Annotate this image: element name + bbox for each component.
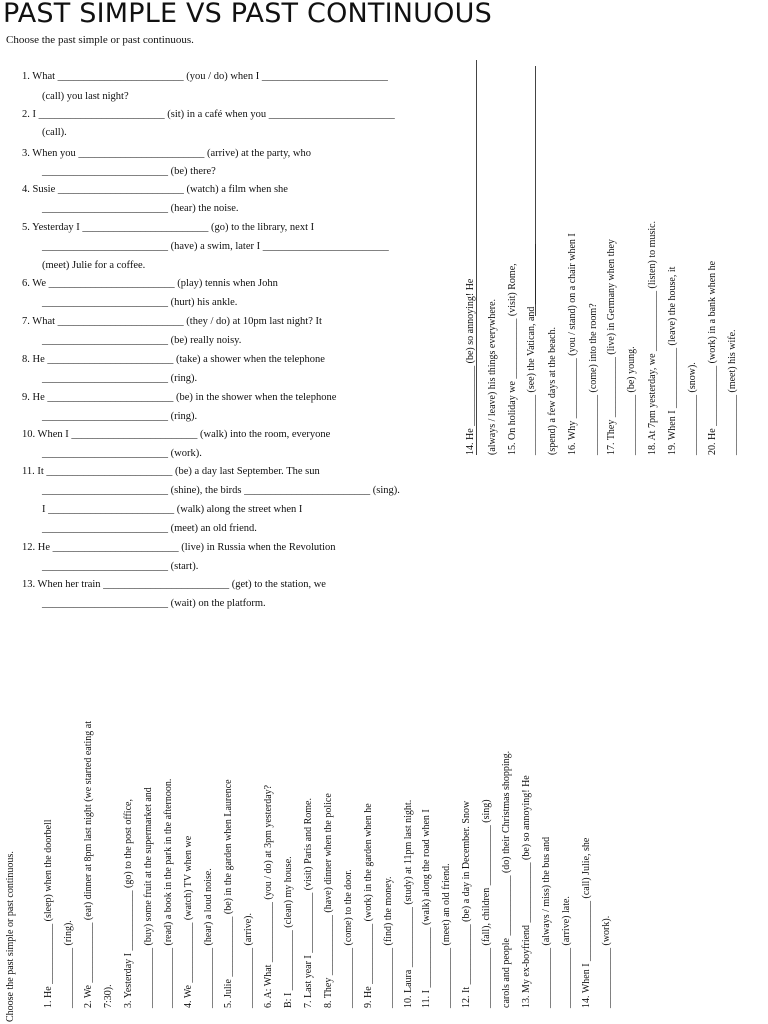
rotated-question-line: 16. Why ____________ (you / stand) on a chair when I <box>567 233 578 455</box>
rotated-question-line: B: I ____________ (clean) my house. <box>283 856 294 1008</box>
rotated-question-line: 7:30). <box>103 984 114 1008</box>
question-continuation: (call). <box>42 127 67 138</box>
rotated-question-line: ____________ (read) a book in the park in the afternoon. <box>163 778 174 1008</box>
question-continuation: ________________________ (have) a swim, later I ________________________ <box>42 241 389 252</box>
question-continuation: ________________________ (start). <box>42 561 199 572</box>
bottom-instruction: Choose the past simple or past continuous. <box>5 851 16 1022</box>
rotated-question-line: carols and people ____________ (do) their Christmas shopping. <box>501 750 512 1008</box>
rotated-question-line: ____________ (snow). <box>687 362 698 455</box>
rotated-question-line: ____________ (arrive). <box>243 913 254 1008</box>
question-continuation: ________________________ (be) really noisy. <box>42 335 242 346</box>
question-continuation: ________________________ (be) there? <box>42 166 216 177</box>
rotated-question-line: 2. We ____________ (eat) dinner at 8pm last night (we started eating at <box>83 721 94 1008</box>
question-continuation: ________________________ (shine), the birds ________________________ (sing). <box>42 485 400 496</box>
question-continuation: ________________________ (ring). <box>42 411 198 422</box>
question-continuation: ________________________ (ring). <box>42 373 198 384</box>
rotated-question-line: ____________ (come) into the room? <box>588 303 599 455</box>
rotated-question-line: 15. On holiday we ____________ (visit) Rome, <box>507 263 518 455</box>
rotated-question-line: 5. Julie ____________ (be) in the garden when Laurence <box>223 779 234 1008</box>
rotated-question-line: ____________ (ring). <box>63 920 74 1008</box>
question-text: 13. When her train ________________________ (get) to the station, we <box>22 579 326 590</box>
rotated-question-line: ____________ (hear) a loud noise. <box>203 868 214 1008</box>
rotated-question-line: 1. He ____________ (sleep) when the doorbell <box>43 819 54 1008</box>
rotated-question-line: 13. My ex-boyfriend ____________ (be) so annoying! He <box>521 775 532 1008</box>
rotated-question-line: 3. Yesterday I ____________ (go) to the post office, <box>123 799 134 1008</box>
rotated-question-line: 4. We ____________ (watch) TV when we <box>183 835 194 1008</box>
rotated-question-line: ____________ (come) to the door. <box>343 869 354 1008</box>
rotated-question-line: ____________ (meet) an old friend. <box>441 863 452 1008</box>
rotated-question-line: 11. I ____________ (walk) along the road when I <box>421 809 432 1008</box>
rotated-question-line: (spend) a few days at the beach. <box>547 327 558 455</box>
rotated-question-line: ____________ (fall), children ____________ (sing) <box>481 799 492 1008</box>
rotated-question-line: ____________ (find) the money. <box>383 876 394 1008</box>
page-instruction: Choose the past simple or past continuous. <box>6 34 194 46</box>
question-continuation: I ________________________ (walk) along the street when I <box>42 504 303 515</box>
page-title: PAST SIMPLE VS PAST CONTINUOUS <box>3 0 492 29</box>
question-text: 9. He ________________________ (be) in the shower when the telephone <box>22 392 337 403</box>
rotated-question-line: 6. A: What ____________ (you / do) at 3pm yesterday? <box>263 784 274 1008</box>
question-continuation: ________________________ (wait) on the platform. <box>42 598 266 609</box>
question-text: 6. We ________________________ (play) tennis when John <box>22 278 278 289</box>
rotated-question-line: 7. Last year I ____________ (visit) Paris and Rome. <box>303 798 314 1008</box>
rotated-question-line: 20. He ____________ (work) in a bank when he <box>707 260 718 455</box>
rotated-question-line: ____________ (see) the Vatican, and ____________ <box>526 244 537 455</box>
question-continuation: ________________________ (hurt) his ankle. <box>42 297 238 308</box>
question-text: 3. When you ________________________ (arrive) at the party, who <box>22 148 311 159</box>
question-text: 7. What ________________________ (they / do) at 10pm last night? It <box>22 316 322 327</box>
rotated-question-line: 14. He ____________ (be) so annoying! He <box>465 278 476 455</box>
question-text: 11. It ________________________ (be) a day last September. The sun <box>22 466 320 477</box>
question-continuation: ________________________ (work). <box>42 448 202 459</box>
question-text: 8. He ________________________ (take) a shower when the telephone <box>22 354 325 365</box>
rotated-question-line: 19. When I ____________ (leave) the house, it <box>667 266 678 455</box>
question-continuation: (call) you last night? <box>42 91 129 102</box>
rotated-question-line: 14. When I ____________ (call) Julie, she <box>581 837 592 1008</box>
rotated-question-line: ____________ (work). <box>601 915 612 1008</box>
question-text: 4. Susie ________________________ (watch) a film when she <box>22 184 288 195</box>
rotated-question-line: 10. Laura ____________ (study) at 11pm last night. <box>403 799 414 1008</box>
question-text: 1. What ________________________ (you / do) when I ________________________ <box>22 71 388 82</box>
rotated-question-line: ____________ (meet) his wife. <box>727 329 738 455</box>
rotated-question-line: 17. They ____________ (live) in Germany when they <box>606 239 617 455</box>
rotated-question-line: 9. He ____________ (work) in the garden when he <box>363 803 374 1008</box>
question-text: 12. He ________________________ (live) in Russia when the Revolution <box>22 542 336 553</box>
rotated-question-line: (always / leave) his things everywhere. <box>487 298 498 455</box>
rotated-question-line: ____________ (arrive) late. <box>561 896 572 1008</box>
rotated-question-line: 12. It ____________ (be) a day in December. Snow <box>461 800 472 1008</box>
rotated-question-line: ____________ (always / miss) the bus and <box>541 836 552 1008</box>
question-continuation: (meet) Julie for a coffee. <box>42 260 146 271</box>
rotated-question-line: 8. They ____________ (have) dinner when the police <box>323 793 334 1008</box>
question-continuation: ________________________ (hear) the noise. <box>42 203 239 214</box>
question-text: 2. I ________________________ (sit) in a café when you ________________________ <box>22 109 395 120</box>
rotated-question-line: ____________ (be) young. <box>626 346 637 455</box>
rotated-question-line: 18. At 7pm yesterday, we ____________ (listen) to music. <box>647 220 658 455</box>
question-continuation: ________________________ (meet) an old friend. <box>42 523 257 534</box>
question-text: 10. When I ________________________ (walk) into the room, everyone <box>22 429 331 440</box>
rotated-question-line: ____________ (buy) some fruit at the supermarket and <box>143 787 154 1008</box>
question-text: 5. Yesterday I ________________________ (go) to the library, next I <box>22 222 315 233</box>
